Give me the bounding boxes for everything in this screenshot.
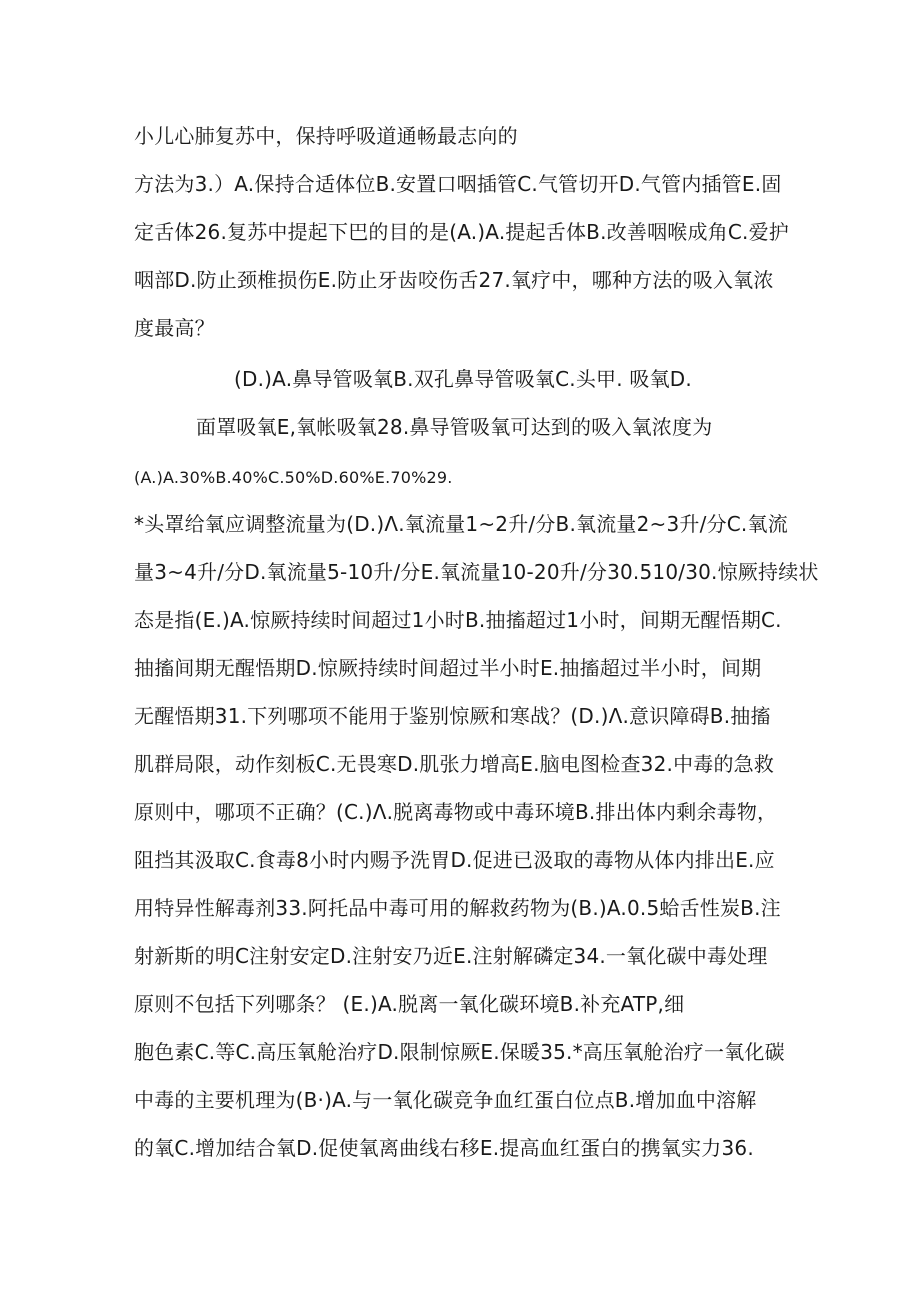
- text-line: 小儿心肺复苏中，保持呼吸道通畅最志向的: [134, 124, 518, 148]
- text-line: (D.)A.鼻导管吸氧B.双孔鼻导管吸氧C.头甲. 吸氧D.: [234, 367, 692, 391]
- text-line: 抽搐间期无醒悟期D.惊厥持续时间超过半小时E.抽搐超过半小时，间期: [134, 656, 762, 680]
- text-line: 的氧C.增加结合氧D.促使氧离曲线右移E.提高血红蛋白的携氧实力36.: [134, 1136, 754, 1160]
- text-line: *头罩给氧应调整流量为(D.)Λ.氧流量1~2升/分B.氧流量2~3升/分C.氧流: [134, 512, 788, 536]
- text-line: (A.)A.30%B.40%C.50%D.60%E.70%29.: [134, 468, 453, 487]
- text-line: 态是指(E.)A.惊厥持续时间超过1小时B.抽搐超过1小时，间期无醒悟期C.: [134, 608, 782, 632]
- text-line: 无醒悟期31.下列哪项不能用于鉴别惊厥和寒战？(D.)Λ.意识障碍B.抽搐: [134, 704, 771, 728]
- text-line: 度最高？: [134, 316, 215, 340]
- text-line: 胞色素C.等C.高压氧舱治疗D.限制惊厥E.保暖35.*高压氧舱治疗一氧化碳: [134, 1040, 785, 1064]
- text-line: 用特异性解毒剂33.阿托品中毒可用的解救药物为(B.)A.0.5蛤舌性炭B.注: [134, 896, 781, 920]
- text-line: 肌群局限，动作刻板C.无畏寒D.肌张力增高E.脑电图检查32.中毒的急救: [134, 752, 775, 776]
- text-line: 量3~4升/分D.氧流量5-10升/分E.氧流量10-20升/分30.510/30.惊厥持续状: [134, 560, 819, 584]
- text-line: 原则中，哪项不正确？(C.)Λ.脱离毒物或中毒环境B.排出体内剩余毒物，: [134, 800, 778, 824]
- text-line: 射新斯的明C注射安定D.注射安乃近E.注射解磷定34.一氧化碳中毒处理: [134, 944, 768, 968]
- text-line: 阻挡其汲取C.食毒8小时内赐予洗胃D.促进已汲取的毒物从体内排出E.应: [134, 848, 775, 872]
- text-line: 咽部D.防止颈椎损伤E.防止牙齿咬伤舌27.氧疗中，哪种方法的吸入氧浓: [134, 268, 774, 292]
- text-line: 定舌体26.复苏中提起下巴的目的是(A.)A.提起舌体B.改善咽喉成角C.爱护: [134, 220, 789, 244]
- text-line: 方法为3.）A.保持合适体位B.安置口咽插管C.气管切开D.气管内插管E.固: [134, 172, 782, 196]
- text-line: 原则不包括下列哪条？ (E.)A.脱离一氧化碳环境B.补充ATP,细: [134, 992, 685, 1016]
- text-line: 面罩吸氧E,氧帐吸氧28.鼻导管吸氧可达到的吸入氧浓度为: [196, 415, 713, 439]
- text-line: 中毒的主要机理为(B·)A.与一氧化碳竞争血红蛋白位点B.增加血中溶解: [134, 1088, 757, 1112]
